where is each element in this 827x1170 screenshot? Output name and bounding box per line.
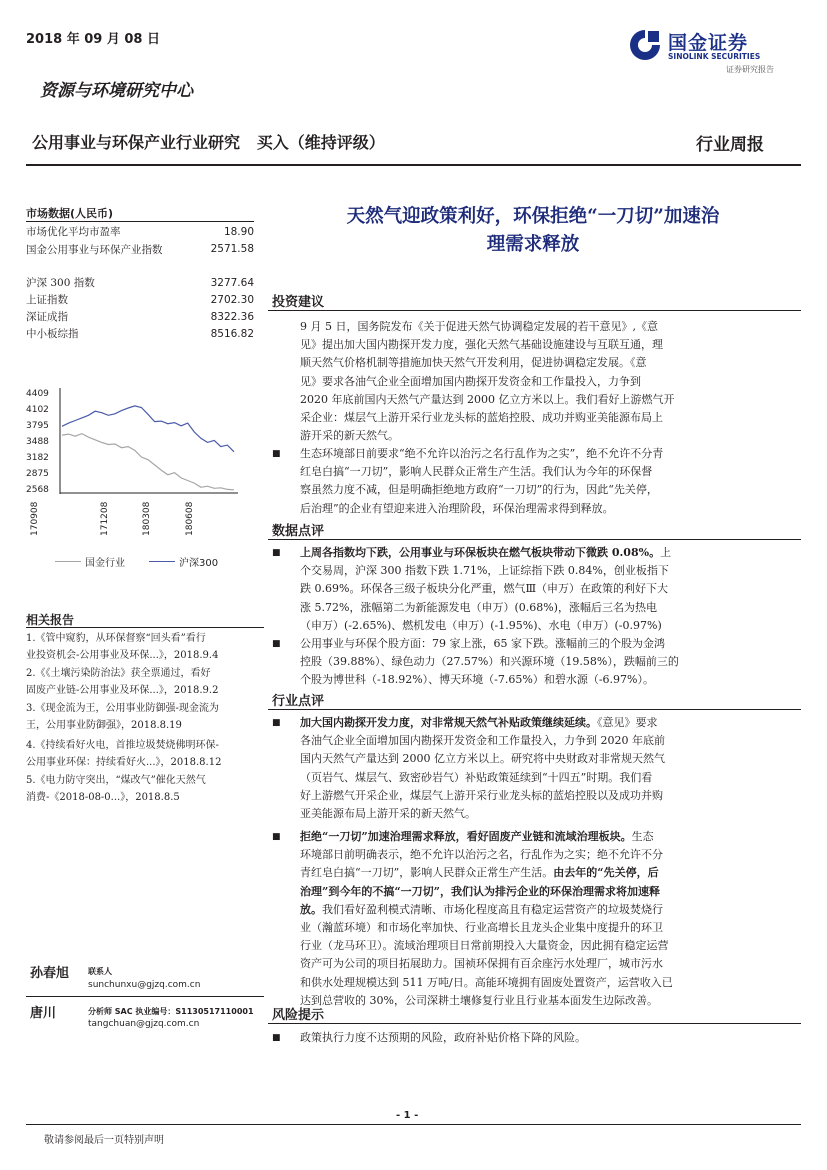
y-tick-label: 3795 (26, 421, 49, 431)
y-tick-label: 3182 (26, 453, 49, 463)
bold-lead: 拒绝“一刀切”加速治理需求释放，看好固废产业链和流域治理板块。 (300, 830, 632, 843)
text-line: 治理”到今年的不搞“一刀切”，我们认为排污企业的环保治理需求将加速释 (300, 884, 660, 898)
section-rule (268, 709, 801, 710)
text-line: 和供水处理规模达到 511 万吨/日。高能环境拥有固废处置资产，运营收入已 (300, 975, 673, 989)
text-line: 2020 年底前国内天然气产量达到 2000 亿立方米以上。我们看好上游燃气开 (300, 392, 675, 406)
related-report-line[interactable]: 业投资机会-公用事业及环保...》，2018.9.4 (26, 650, 219, 661)
bold-run: 放。 (300, 902, 322, 916)
text-line: 游开采的新天然气。 (300, 429, 399, 443)
text-line (300, 714, 790, 732)
section-heading-risk: 风险提示 (272, 1008, 325, 1023)
related-report-line[interactable]: 消费-《2018-08-0...》，2018.8.5 (26, 792, 180, 803)
text-run: 《意见》要求 (597, 716, 658, 729)
sinolink-logo (628, 26, 788, 76)
y-tick-label: 2875 (26, 469, 49, 479)
related-report-line[interactable]: 4.《持续看好火电，首推垃圾焚烧佛明环保- (26, 740, 219, 751)
bullet-icon: ■ (272, 1033, 281, 1043)
text-line: 亚美能源布局上游开采的新天然气。 (300, 807, 476, 821)
logo-cn-text: 国金证券 (668, 32, 749, 54)
text-line: 个股为博世科（-18.92%）、博天环境（-7.65%）和碧水源（-6.97%）。 (300, 673, 654, 687)
data-paragraph (300, 635, 790, 690)
market-value: 2702.30 (210, 294, 254, 306)
market-label: 深证成指 (26, 311, 68, 323)
text-line: （页岩气、煤层气、致密砂岩气）补贴政策延续到“十四五”时期。我们看 (300, 770, 653, 784)
text-run: 我们看好盈利模式清晰、市场化程度高且有稳定运营资产的垃圾焚烧行 (322, 902, 663, 916)
y-tick-label: 4409 (26, 389, 49, 399)
market-value: 18.90 (223, 226, 254, 238)
text-line: （申万）(-2.65%)、燃机发电（申万）(-1.95%)、水电（申万）(-0.97%) (300, 618, 662, 632)
related-title-rule (26, 627, 264, 628)
section-heading-invest: 投资建议 (272, 295, 325, 310)
article-title-line: 天然气迎政策利好，环保拒绝“一刀切”加速治 (346, 206, 720, 227)
section-heading-data: 数据点评 (272, 524, 325, 539)
section-rule (268, 310, 801, 311)
legend-label-hs300: 沪深300 (179, 558, 219, 569)
x-tick-label: 170908 (30, 501, 40, 536)
market-value: 8322.36 (210, 311, 254, 323)
analyst-email[interactable]: sunchunxu@gjzq.com.cn (88, 980, 201, 990)
text-line: 采企业：煤层气上游开采行业龙头标的蓝焰控股、成功并购亚美能源布局上 (300, 411, 663, 425)
text-line: 公用事业与环保个股方面：79 家上涨，65 家下跌。涨幅前三的个股为金鸿 (300, 637, 665, 650)
related-report-line[interactable]: 王，公用事业防御强》，2018.8.19 (26, 720, 182, 731)
text-line (300, 901, 790, 919)
related-report-line[interactable]: 1.《管中窥豹，从环保督察“回头看”看行 (26, 633, 206, 644)
analyst-name: 唐川 (30, 1006, 57, 1021)
text-line: 9 月 5 日，国务院发布《关于促进天然气协调稳定发展的若干意见》,《意 (300, 320, 658, 333)
bullet-icon: ■ (272, 449, 281, 459)
risk-paragraph (300, 1029, 790, 1047)
sinolink-logo-icon (628, 28, 662, 62)
text-line: 各油气企业全面增加国内勘探开发资金和工作量投入，力争到 2020 年底前 (300, 734, 665, 748)
bold-lead: 上周各指数均下跌，公用事业与环保板块在燃气板块带动下微跌 0.08%。 (300, 546, 661, 559)
analyst-name: 孙春旭 (30, 966, 70, 981)
text-line: 见》提出加大国内勘探开发力度，强化天然气基础设施建设与互联互通，理 (300, 338, 663, 352)
analyst-role: 联系人 (88, 967, 112, 976)
market-label: 上证指数 (26, 294, 68, 306)
text-line: 资产可为公司的项目拓展助力。国祯环保拥有百余座污水处理厂，城市污水 (300, 957, 663, 971)
market-label: 市场优化平均市盈率 (26, 226, 121, 238)
market-label: 沪深 300 指数 (26, 277, 95, 289)
industry-paragraph (300, 714, 790, 823)
text-line: 察虽然力度不减，但是明确拒绝地方政府“一刀切”的行为，因此“先关停， (300, 483, 658, 497)
analyst-role: 分析师 SAC 执业编号：S1130517110001 (88, 1007, 254, 1016)
bold-lead: 加大国内勘探开发力度，对非常规天然气补贴政策继续延续。 (300, 716, 597, 729)
market-value: 3277.64 (210, 277, 254, 289)
market-value: 2571.58 (210, 243, 254, 255)
series-line-hs300 (62, 406, 234, 452)
text-line: 顺天然气价格机制等措施加快天然气开发利用，促进协调稳定发展。《意 (300, 356, 647, 370)
section-rule (268, 1023, 801, 1024)
text-line: 见》要求各油气企业全面增加国内勘探开发资金和工作量投入，力争到 (300, 374, 641, 388)
x-tick-label: 171208 (100, 501, 110, 536)
text-line: 政策执行力度不达预期的风险，政府补贴价格下降的风险。 (300, 1031, 586, 1044)
text-line: 国内天然气产量达到 2000 亿立方米以上。研究将中央财政对非常规天然气 (300, 752, 665, 766)
text-run: 上 (660, 546, 672, 559)
text-line: 个交易周，沪深 300 指数下跌 1.71%，上证综指下跌 0.84%，创业板指下 (300, 564, 669, 578)
y-tick-label: 4102 (26, 405, 49, 415)
text-line: 后治理”的企业有望迎来进入治理阶段，环保治理需求得到释放。 (300, 501, 614, 515)
market-chart (58, 388, 238, 494)
market-value: 8516.82 (210, 328, 254, 340)
legend-label-industry: 国金行业 (85, 558, 125, 569)
bold-run: 由去年的“先关停，后 (553, 866, 659, 880)
related-report-line[interactable]: 2.《《土壤污染防治法》获全票通过，看好 (26, 668, 211, 679)
chart-legend (55, 554, 255, 568)
industry-paragraph (300, 828, 790, 1010)
text-line: 环境部日前明确表示，绝不允许以治污之名，行乱作为之实；绝不允许不分 (300, 848, 663, 862)
market-label: 中小板综指 (26, 328, 79, 340)
header-rule (26, 164, 801, 166)
text-line: 红皂白搞“一刀切”，影响人民群众正常生产生活。我们认为今年的环保督 (300, 465, 653, 479)
legend-swatch-hs300 (149, 561, 175, 562)
text-line: 控股（39.88%）、绿色动力（27.57%）和兴源环境（19.58%），跌幅前三的 (300, 655, 679, 669)
article-title-line: 理需求释放 (486, 234, 580, 255)
market-label: 国金公用事业与环保产业指数 (26, 244, 163, 256)
market-title-rule (26, 221, 254, 222)
invest-paragraph (300, 445, 790, 518)
logo-en-text: SINOLINK SECURITIES (668, 52, 761, 61)
section-rule (268, 539, 801, 540)
text-line: 好上游燃气开采企业，煤层气上游开采行业龙头标的蓝焰控股以及成功并购 (300, 788, 663, 802)
x-tick-label: 180608 (185, 501, 195, 536)
text-line: 跌 0.69%。环保各三级子板块分化严重，燃气Ⅲ（申万）在政策的利好下大 (300, 582, 669, 596)
text-line: 涨 5.72%，涨幅第二为新能源发电（申万）(0.68%)，涨幅后三名为热电 (300, 600, 657, 614)
legend-swatch-industry (55, 561, 81, 562)
footer-disclaimer: 敬请参阅最后一页特别声明 (44, 1135, 164, 1146)
report-date: 2018 年 09 月 08 日 (26, 32, 160, 47)
text-line: 业（瀚蓝环境）和市场化率加快、行业高增长且龙头企业集中度提升的环卫 (300, 921, 663, 935)
text-line (300, 828, 790, 846)
related-reports-title: 相关报告 (26, 613, 75, 627)
footer-rule (26, 1124, 801, 1125)
market-data-title: 市场数据(人民币) (26, 207, 114, 220)
bullet-icon: ■ (272, 718, 281, 728)
y-tick-label: 3488 (26, 437, 49, 447)
page-number: - 1 - (396, 1110, 419, 1121)
related-report-line[interactable]: 固废产业链-公用事业及环保...》，2018.9.2 (26, 685, 219, 696)
bullet-icon: ■ (272, 639, 281, 649)
text-line (300, 544, 790, 562)
related-report-line[interactable]: 公用事业环保：持续看好火...》，2018.8.12 (26, 757, 222, 768)
y-tick-label: 2568 (26, 485, 49, 495)
report-type: 行业周报 (696, 135, 764, 155)
data-paragraph (300, 544, 790, 635)
x-tick-label: 180308 (142, 501, 152, 536)
text-line: 生态环境部日前要求“绝不允许以治污之名行乱作为之实”，绝不允许不分青 (300, 447, 664, 460)
text-line: 达到总营收的 30%，公司深耕土壤修复行业且行业基本面发生边际改善。 (300, 993, 658, 1007)
text-run: 青红皂白搞“一刀切”，影响人民群众正常生产生活。 (300, 866, 554, 880)
text-line: 行业（龙马环卫）。流域治理项目日常前期投入大量资金，因此拥有稳定运营 (300, 939, 669, 953)
related-report-line[interactable]: 3.《现金流为王，公用事业防御强-现金流为 (26, 703, 219, 714)
article-title (268, 203, 798, 259)
text-line (300, 864, 790, 882)
industry-title: 公用事业与环保产业行业研究 买入（维持评级） (32, 133, 385, 152)
bullet-icon: ■ (272, 832, 281, 842)
text-run: 生态 (631, 830, 654, 843)
invest-paragraph (300, 318, 790, 445)
analyst-rule (26, 996, 264, 997)
related-report-line[interactable]: 5.《电力防守突出，“煤改气”催化天然气 (26, 775, 206, 786)
section-heading-industry: 行业点评 (272, 694, 325, 709)
logo-sub-text: 证券研究报告 (726, 65, 774, 74)
bullet-icon: ■ (272, 548, 281, 558)
analyst-email[interactable]: tangchuan@gjzq.com.cn (88, 1019, 200, 1029)
research-center: 资源与环境研究中心 (40, 81, 193, 101)
